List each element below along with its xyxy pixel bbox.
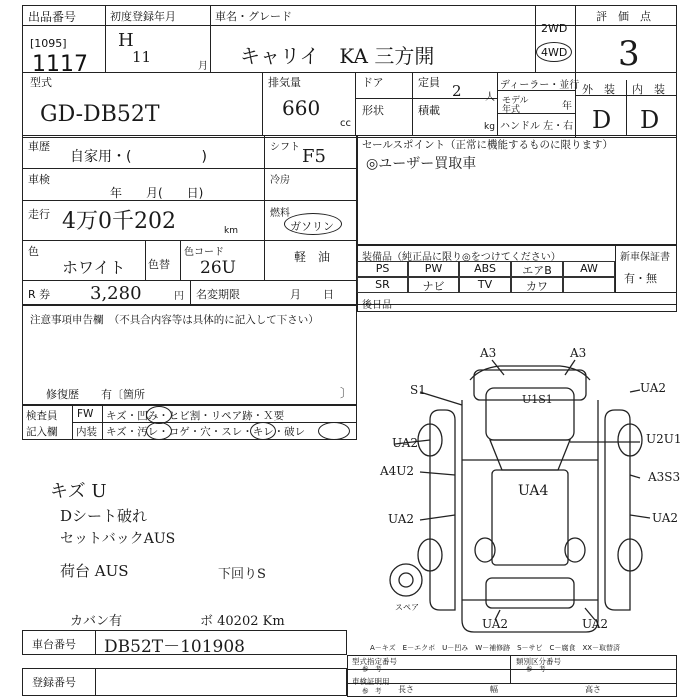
height-label: 高さ [585, 685, 601, 694]
inspection-value: 年 月( 日) [110, 186, 204, 200]
drive-2wd: 2WD [541, 22, 568, 35]
handle-label: ハンドル 左・右 [500, 121, 574, 132]
km-unit: km [224, 226, 238, 236]
mark-s1-left: S1 [410, 383, 426, 397]
interior-items: キズ・汚レ・コゲ・穴・スレ・キレ・破レ [106, 426, 306, 438]
shape-label: 形状 [362, 104, 384, 117]
model-type-number-label: 型式指定番号 [352, 657, 397, 666]
dealer-label: ディーラー・並行 [500, 80, 580, 91]
mark-a3-right: A3 [570, 346, 587, 360]
cc-unit: cc [340, 118, 351, 129]
fuel-label: 燃料 [270, 208, 290, 219]
score-value: 3 [618, 34, 640, 74]
equipment-label: 装備品（純正品に限り◎をつけてください） [362, 252, 561, 263]
kg-unit: kg [484, 122, 495, 132]
exterior-label: 外 装 [582, 83, 615, 96]
inspector-label: 検査員 [26, 410, 58, 422]
inspection-label: 車検 [28, 173, 50, 186]
fuel-diesel: 軽 油 [294, 250, 331, 264]
fuel-gasoline: ガソリン [290, 220, 334, 233]
first-registration-label: 初度登録年月 [110, 10, 176, 23]
model-year-label-2: 年式 [502, 105, 521, 115]
mileage-value: 4万0千202 [62, 209, 176, 234]
mark-ua2-left-lower: UA2 [388, 512, 415, 526]
equip-abs: ABS [459, 261, 511, 277]
repair-history-close: 〕 [340, 386, 353, 400]
score-label: 評 価 点 [596, 10, 651, 23]
mark-ua2-right-lower: UA2 [652, 511, 679, 525]
color-value: ホワイト [62, 258, 126, 277]
warranty-value: 有・無 [624, 272, 657, 285]
mark-ua2-bottom-right: UA2 [582, 617, 609, 631]
yen-unit: 円 [174, 291, 184, 302]
warranty-label: 新車保証書 [620, 252, 670, 263]
mileage-label: 走行 [28, 208, 50, 221]
cooler-label: 冷房 [270, 175, 290, 186]
lot-number-label: 出品番号 [28, 10, 77, 24]
sales-points-label: セールスポイント（正常に機能するものに限ります） [362, 139, 614, 151]
mark-u2u1: U2U1 [646, 432, 682, 446]
year-unit: 年 [562, 101, 572, 112]
interior-items-label: 内装 [76, 426, 97, 438]
recycle-value: 3,280 [90, 283, 142, 304]
note-line-scratch: キズ U [50, 481, 107, 502]
term-value: 月 日 [290, 288, 334, 301]
first-registration-month-unit: 月 [198, 61, 208, 72]
shift-label: シフト [270, 142, 300, 153]
damage-legend: A－キズ E－エクボ U－凹み W－補修跡 S－サビ C－腐食 XX－取替済 [370, 644, 621, 652]
equip-leather: カワ [511, 277, 563, 293]
model-label: 型式 [30, 76, 52, 89]
door-label: ドア [362, 76, 384, 89]
displacement-label: 排気量 [268, 76, 301, 89]
mark-ua2-top-right: UA2 [640, 381, 667, 395]
displacement-value: 660 [282, 96, 321, 120]
entry-label: 記入欄 [26, 426, 58, 438]
color-code-value: 26U [200, 258, 236, 278]
chassis-label: 車台番号 [32, 638, 76, 651]
interior-grade: D [640, 106, 660, 134]
drive-4wd: 4WD [541, 46, 568, 59]
fw-items: キズ・凹み・ヒビ割・リペア跡・Ｘ要 [106, 410, 285, 422]
fw-label: FW [77, 408, 94, 420]
mark-a4u2: A4U2 [380, 464, 415, 478]
first-registration-era: H [118, 30, 134, 51]
registration-label: 登録番号 [32, 676, 76, 689]
mark-ua4: UA4 [518, 483, 549, 499]
repaint-label: 色替 [148, 258, 170, 271]
note-line-setback: セットバックAUS [60, 531, 176, 547]
interior-label: 内 装 [632, 83, 665, 96]
certificate-label: 車検証明用 [352, 677, 390, 686]
capacity-unit: 人 [485, 92, 495, 103]
note-line-seat: Dシート破れ [60, 507, 148, 525]
mark-ua2-left-upper: UA2 [392, 436, 419, 450]
term-label: 名変期限 [196, 288, 240, 301]
equip-pw: PW [408, 261, 459, 277]
shift-value: F5 [302, 146, 326, 167]
category-number-label: 類別区分番号 [516, 657, 561, 666]
first-registration-year: 11 [132, 48, 152, 66]
color-code-label: 色コード [184, 247, 224, 258]
capacity-value: 2 [452, 82, 462, 100]
mark-u1s1: U1S1 [522, 393, 553, 406]
equip-navi: ナビ [408, 277, 459, 293]
lot-code: [1095] [30, 37, 67, 50]
exterior-grade: D [592, 106, 612, 134]
lot-number: 1117 [32, 52, 88, 77]
mark-ua2-bottom-left: UA2 [482, 617, 509, 631]
length-label: 長さ [398, 685, 414, 694]
history-label: 車歴 [28, 140, 50, 153]
model-value: GD-DB52T [40, 102, 160, 127]
equip-ps: PS [357, 261, 408, 277]
certificate-reference: 参 考 [362, 687, 382, 695]
notes-label: 注意事項申告欄 （不具合内容等は具体的に記入して下さい） [30, 314, 319, 326]
capacity-label: 定員 [418, 76, 440, 89]
history-value: 自家用・( ) [70, 149, 207, 165]
note-line-bed: 荷台 AUS [60, 562, 129, 580]
model-type-reference: 参 考 [362, 665, 382, 673]
note-line-bag: カバン有 [70, 614, 123, 629]
repair-history: 修復歴 有〔箇所 [46, 388, 145, 401]
equip-tv: TV [459, 277, 511, 293]
load-label: 積載 [418, 104, 440, 117]
width-label: 幅 [490, 685, 498, 694]
model-year-label: モデル [502, 96, 529, 106]
equip-sr: SR [357, 277, 408, 293]
equip-airbag: エアB [511, 261, 563, 277]
name-grade-label: 車名・グレード [215, 10, 292, 23]
equip-aw: AW [563, 261, 615, 277]
name-grade: キャリイ KA 三方開 [240, 44, 435, 68]
recycle-label: R 券 [28, 288, 51, 301]
spare-tire-label: スペア [395, 603, 419, 612]
mark-a3-left: A3 [480, 346, 497, 360]
color-label: 色 [28, 245, 39, 258]
category-reference: 参 考 [526, 665, 546, 673]
note-line-odometer: ボ 40202 Km [200, 614, 285, 629]
chassis-value: DB52T－101908 [104, 637, 245, 657]
mark-a3s3: A3S3 [648, 470, 681, 484]
rear-items-label: 後日品 [362, 300, 392, 311]
note-line-underbody: 下回りS [218, 567, 266, 582]
sales-points-value: ◎ユーザー買取車 [366, 156, 477, 172]
